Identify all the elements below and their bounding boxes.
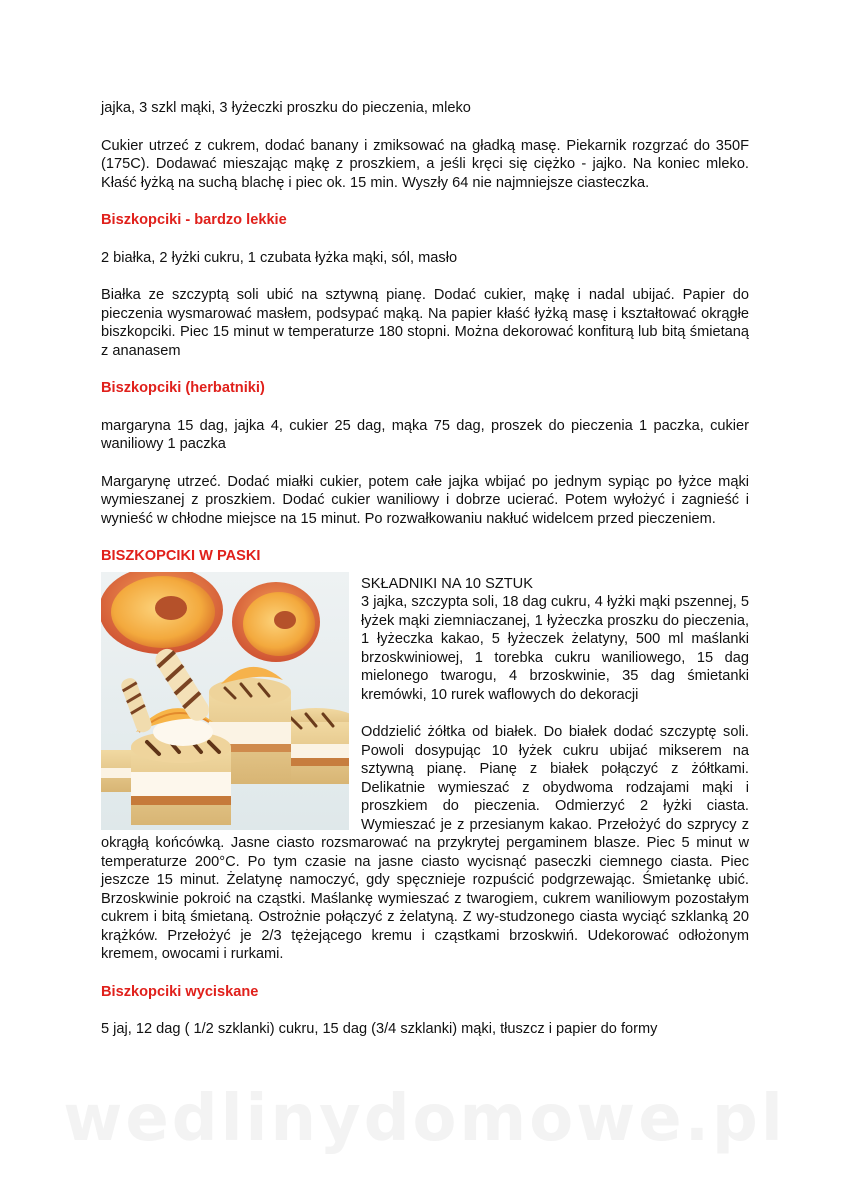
recipe-wyciskane-ingredients: 5 jaj, 12 dag ( 1/2 szklanki) cukru, 15 dag (3/4 szklanki) mąki, tłuszcz i papier do formy (101, 1021, 658, 1037)
recipe-herbatniki-method: Margarynę utrzeć. Dodać miałki cukier, potem całe jajka wbijać po jednym sypiąc po łyżce mąki wymieszanej z proszkiem. Dodać cukier waniliowy i dobrze ucierać. Potem wyłożyć i zagnieść i wynieść w chłodne miejsce na 15 minut. Po rozwałkowaniu nakłuć widelcem przed pieczeniem. (101, 473, 749, 527)
recipe-title-paski: BISZKOPCIKI W PASKI (101, 548, 261, 564)
site-watermark: wedlinydomowe.pl (63, 1082, 786, 1156)
paski-ingredients-title: SKŁADNIKI NA 10 SZTUK (361, 575, 533, 592)
paski-ingredients: 3 jajka, szczypta soli, 18 dag cukru, 4 łyżki mąki pszennej, 5 łyżek mąki ziemniaczanej, 1 łyżeczka proszku do pieczenia, 1 łyżeczka kakao, 5 łyżeczek żelatyny, 500 ml maślanki brzoskwiniowej, 1 torebka cukru waniliowego, 15 dag mielonego twarogu, 4 brzoskwinie, 35 dag śmietanki kremówki, 10 rurek waflowych do dekoracji (361, 594, 749, 703)
intro-method: Cukier utrzeć z cukrem, dodać banany i zmiksować na gładką masę. Piekarnik rozgrzać do 350F (175C). Dodawać mieszając mąkę z proszkiem, a jeśli kręci się ciężko - jajko. Na koniec mleko. Kłaść łyżką na suchą blachę i piec ok. 15 min. Wyszły 64 nie najmniejsze ciasteczka. (101, 137, 749, 191)
recipe-light-method: Białka ze szczyptą soli ubić na sztywną pianę. Dodać cukier, mąkę i nadal ubijać. Papier do pieczenia wysmarować masłem, podsypać mąką. Na papier kłaść łyżką masę i kształtować okrągłe biszkopciki. Piec 15 minut w temperaturze 180 stopni. Można dekorować konfiturą lub bitą śmietaną z ananasem (101, 287, 749, 359)
dessert-photo (101, 572, 349, 830)
recipe-title-wyciskane: Biszkopciki wyciskane (101, 983, 259, 1000)
document-page (101, 99, 749, 1058)
recipe-title-light: Biszkopciki - bardzo lekkie (101, 212, 287, 228)
recipe-title-herbatniki: Biszkopciki (herbatniki) (101, 380, 265, 396)
paski-method: Oddzielić żółtka od białek. Do białek dodać szczyptę soli. Powoli dosypując 10 łyżek cukru ubijać mikserem na sztywną pianę. Pianę z białek połączyć z żółtkami. Delikatnie wymieszać z obydwoma rodzajami mąki i proszkiem do pieczenia. Odmierzyć 2 łyżki ciasta. Wymieszać je z przesianym kakao. Przełożyć do szprycy z okrągłą końcówką. Jasne ciasto rozsmarować na przykrytej pergaminem blasze. Piec 5 minut w temperaturze 200°C. Po tym czasie na jasne ciasto wycisnąć paseczki ciemnego ciasta. Piec jeszcze 15 minut. Żelatynę namoczyć, gdy spęcznieje rozpuścić podgrzewając. Śmietankę ubić. Brzoskwinie pokroić na cząstki. Maślankę wymieszać z twarogiem, cukrem waniliowym pozostałym cukrem i bitą śmietaną. Ostrożnie połączyć z żelatyną. Z wy-studzonego ciasta wyciąć szklanką 20 krążków. Przełożyć je 2/3 tężejącego kremu i cząstkami brzoskwiń. Udekorować odłożonym kremem, owocami i rurkami. (101, 724, 749, 962)
intro-ingredients: jajka, 3 szkl mąki, 3 łyżeczki proszku do pieczenia, mleko (101, 100, 471, 116)
recipe-light-ingredients: 2 białka, 2 łyżki cukru, 1 czubata łyżka mąki, sól, masło (101, 249, 458, 266)
recipe-herbatniki-ingredients: margaryna 15 dag, jajka 4, cukier 25 dag, mąka 75 dag, proszek do pieczenia 1 paczka, cukier waniliowy 1 paczka (101, 417, 749, 452)
